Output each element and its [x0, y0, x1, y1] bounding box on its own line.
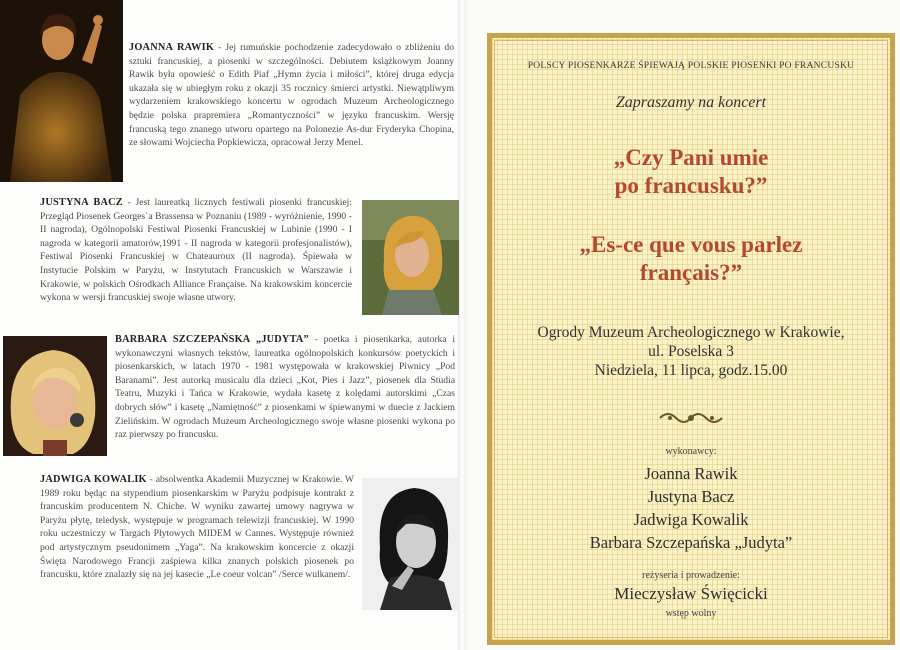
- bio-jadwiga-kowalik: [40, 473, 354, 582]
- director-label: reżyseria i prowadzenie:: [642, 570, 740, 581]
- photo-barbara-szczepanska: [3, 336, 107, 456]
- title-polish-line-2: po francusku?”: [614, 173, 768, 198]
- venue-block: [492, 323, 890, 380]
- bio-joanna-rawik: [129, 41, 454, 150]
- title-polish-line-1: „Czy Pani umie: [613, 145, 769, 170]
- bio-name: JOANNA RAWIK: [129, 42, 215, 53]
- photo-justyna-bacz: [362, 200, 459, 315]
- performer-name: Joanna Rawik: [644, 464, 738, 483]
- title-french-line-2: français?”: [639, 260, 743, 285]
- event-date-time: Niedziela, 11 lipca, godz.15.00: [594, 362, 788, 379]
- bio-text: - poetka i piosenkarka, autorka i wykonawczyni własnych tekstów, laureatka ogólnopolskich konkursów poetyckich i piosenkarskich, w latach 1970 - 1981 występowała w krakowskiej Piwnicy „Pod Baranami”. Jest autorką musicalu dla dzieci „Kot, Pies i Jazz”, piosenek dla Studia Teatru, Muzyki i Tańca w Krakowie, wydała kasetę z kolędami autorskimi „Czas dobrych słów” i kasetę „Namiętność” z piosenkami w śpiewanymi w duecie z Jackiem Zielińskim. W ogrodach Muzeum Archeologicznego swoje własne piosenki wykona po raz pierwszy po francusku.: [115, 334, 455, 441]
- entry-info: wstęp wolny: [665, 608, 717, 619]
- poster-invite: Zapraszamy na koncert: [615, 94, 767, 111]
- bio-text: - Jej rumuńskie pochodzenie zadecydowało o zbliżeniu do sztuki francuskiej, a piosenki w szczególności. Debiutem książkowym Joanny Rawik była opowieść o Edith Piaf „Hymn życia i miłości”, której druga edycja ukazała się w ubiegłym roku z okazji 35 rocznicy śmierci artystki. Niewątpliwym wydarzeniem krakowskiego koncertu w ogrodach Muzeum Archeologicznego będzie polska prapremiera „Romantyczności” w języku francuskim. Wersję francuską tego znanego utworu opartego na Polonezie As-dur Fryderyka Chopina, ze słowami Wojciecha Popkiewicza, opracował Jerzy Menel.: [129, 42, 454, 149]
- performers-label: wykonawcy:: [665, 446, 717, 457]
- venue-name: Ogrody Muzeum Archeologicznego w Krakowie,: [537, 324, 845, 341]
- poster-header: POLSCY PIOSENKARZE ŚPIEWAJĄ POLSKIE PIOSENKI PO FRANCUSKU: [527, 60, 855, 71]
- page-fold: [458, 0, 466, 650]
- performer-name: Barbara Szczepańska „Judyta”: [589, 533, 793, 552]
- performer-list: [492, 462, 890, 554]
- bio-barbara-szczepanska: [115, 333, 455, 442]
- photo-jadwiga-kowalik: [362, 478, 459, 610]
- concert-poster: [487, 33, 895, 645]
- performer-name: Justyna Bacz: [647, 487, 735, 506]
- bio-justyna-bacz: [40, 196, 352, 305]
- bio-text: - Jest laureatką licznych festiwali piosenki francuskiej: Przegląd Piosenek Georges`a Brassensa w Poznaniu (1989 - wyróżnienie, 1990 - II nagroda), Ogólnopolski Festiwal Piosenki Francuskiej w Lubinie (1990 - I nagroda w kategorii amatorów,1991 - II nagroda w kategorii profesjonalistów), Festiwal Piosenki Francuskiej w Chateauroux (II nagroda). Śpiewała w Instytucie Polskim w Paryżu, w Instytutach Francuskich w Warszawie i Krakowie, w polskich Ośrodkach Alliance Française. Na krakowskim koncercie wykona w wersji francuskiej swoje własne utwory.: [40, 197, 352, 304]
- venue-address: ul. Poselska 3: [648, 343, 734, 360]
- performer-name: Jadwiga Kowalik: [633, 510, 749, 529]
- bio-name: BARBARA SZCZEPAŃSKA „JUDYTA”: [115, 334, 309, 345]
- director-name: Mieczysław Święcicki: [614, 584, 768, 603]
- title-french-line-1: „Es-ce que vous parlez: [579, 232, 803, 257]
- bio-name: JUSTYNA BACZ: [40, 197, 123, 208]
- ornament-divider: [492, 410, 890, 431]
- bio-text: - absolwentka Akademii Muzycznej w Krakowie. W 1989 roku będąc na stypendium piosenkarskim w Paryżu podpisuje kontrakt z francuskim producentem N. Chiche. W wyniku zawartej umowy nagrywa w Paryżu płytę, teledysk, występuje w programach telewizji francuskiej. W 1990 roku uczestniczy w Targach Płytowych MIDEM w Cannes. Występuje również pod artystycznym pseudonimem „Yaga”. Na krakowskim koncercie z okazji Święta Narodowego Francji zaśpiewa kilka znanych polskich piosenek po francusku, które znalazły się na jej kasecie „Le coeur volcan” /Serce wulkanem/.: [40, 474, 354, 581]
- photo-joanna-rawik: [0, 0, 123, 182]
- bio-name: JADWIGA KOWALIK: [40, 474, 147, 485]
